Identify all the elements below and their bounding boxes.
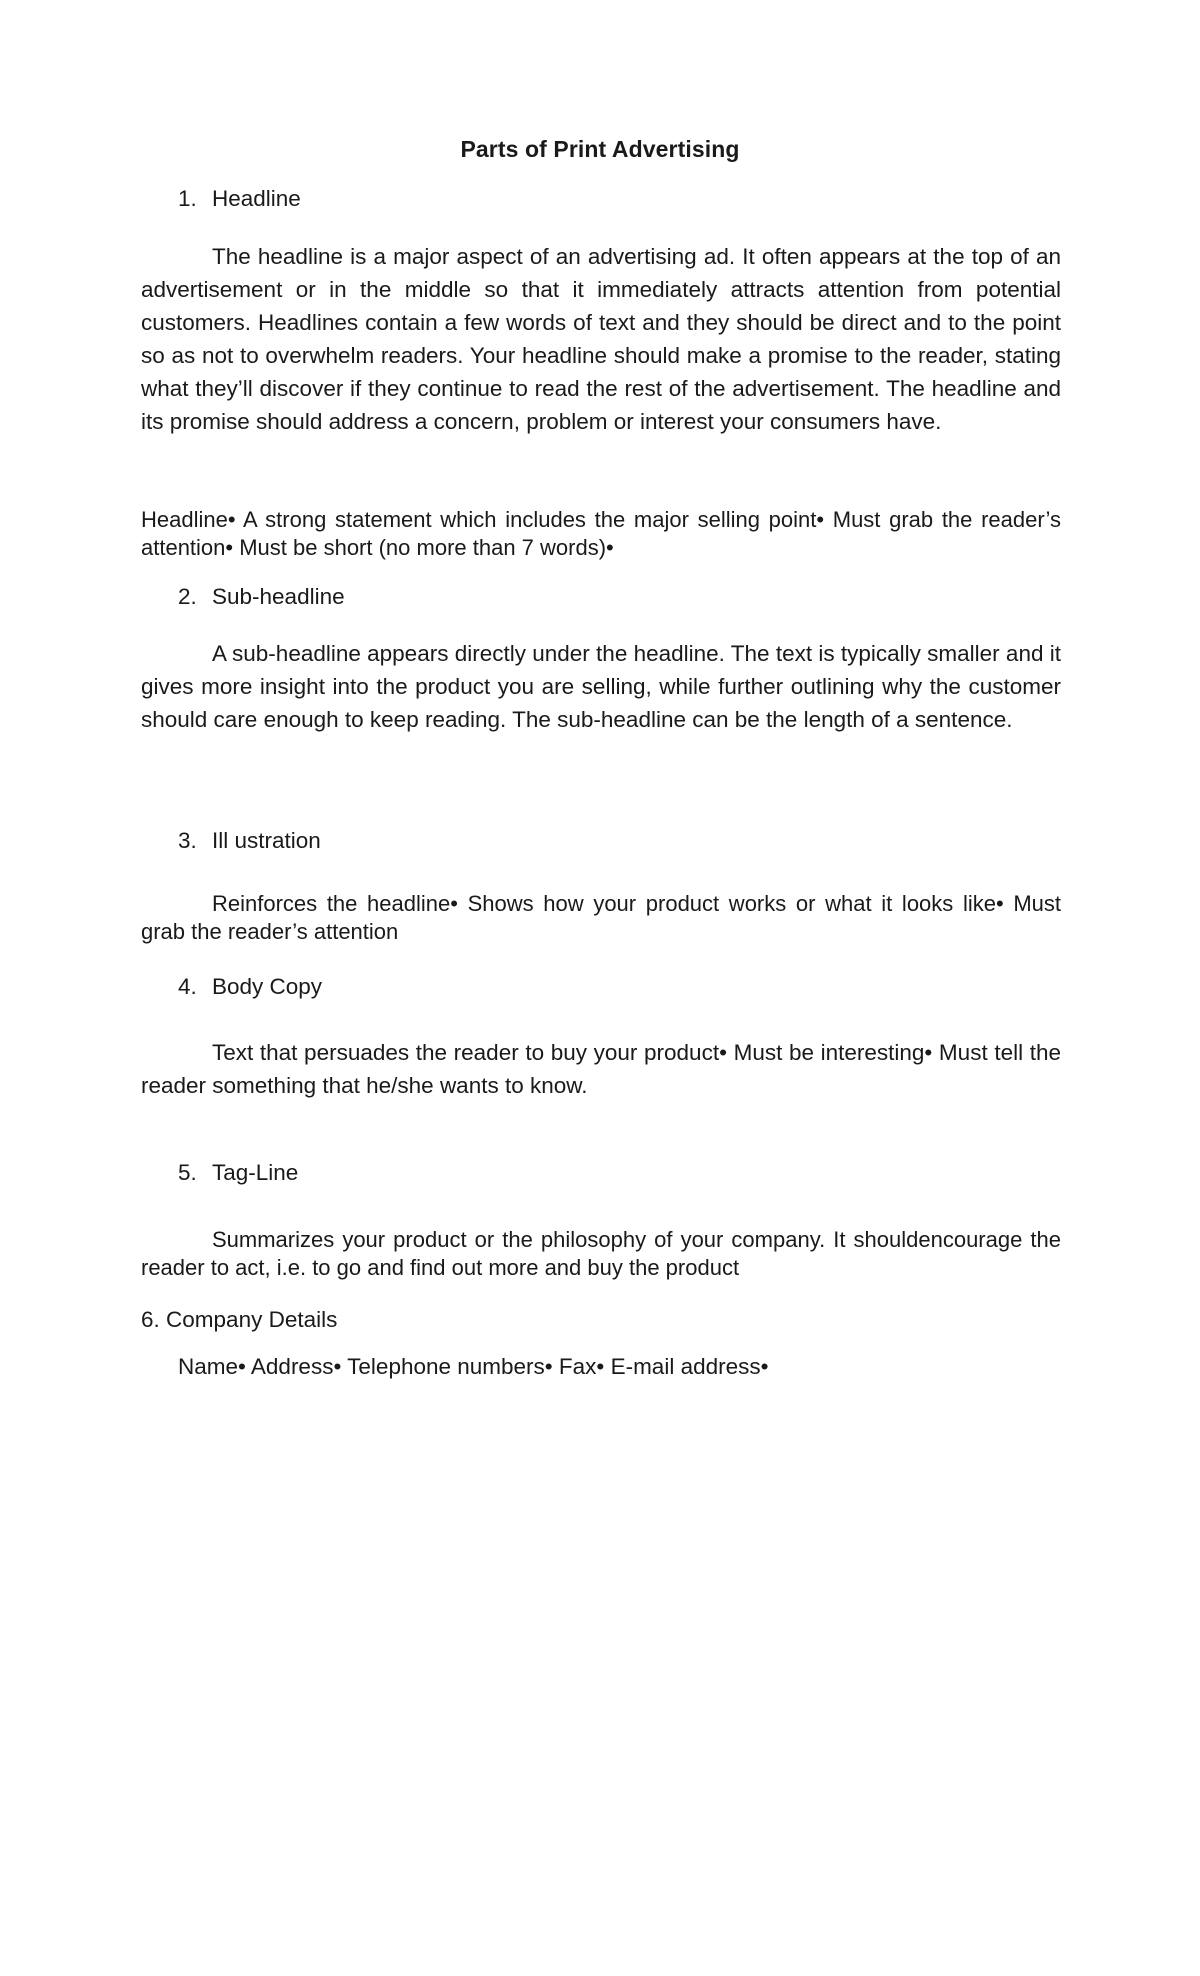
section-title: Company Details (166, 1307, 338, 1332)
section-paragraph-headline: The headline is a major aspect of an advertising ad. It often appears at the top of an advertisement or in the middle so that it immediately attracts attention from potential customers. Headlines contain a few words of text and they should be direct and to the point so as not to overwhelm readers. Your headline should make a promise to the reader, stating what they’ll discover if they continue to read the rest of the advertisement. The headline and its promise should address a concern, problem or interest your consumers have. (141, 244, 1061, 434)
section-paragraph-body-copy: Text that persuades the reader to buy your product• Must be interesting• Must tell the reader something that he/she wants to know. (141, 1040, 1061, 1098)
section-paragraph-sub-headline: A sub-headline appears directly under the headline. The text is typically smaller and it gives more insight into the product you are selling, while further outlining why the customer should care enough to keep reading. The sub-headline can be the length of a sentence. (141, 641, 1061, 732)
section-number: 5. (178, 1160, 197, 1185)
section-title: Tag-Line (212, 1160, 299, 1185)
section-heading-headline (178, 184, 301, 214)
section-paragraph-tag-line: Summarizes your product or the philosophy of your company. It shouldencourage the reader to act, i.e. to go and find out more and buy the product (141, 1227, 1061, 1280)
section-title: Ill ustration (212, 828, 321, 853)
section-paragraph-illustration: Reinforces the headline• Shows how your product works or what it looks like• Must grab the reader’s attention (141, 891, 1061, 944)
section-number: 1. (178, 186, 197, 211)
page-title: Parts of Print Advertising (460, 136, 740, 162)
section-heading-tag-line (178, 1158, 298, 1188)
headline-bullets: Headline• A strong statement which includes the major selling point• Must grab the reader’s attention• Must be short (no more than 7 words)• (141, 507, 1061, 560)
section-title: Sub-headline (212, 584, 345, 609)
section-number: 2. (178, 584, 197, 609)
section-number: 3. (178, 828, 197, 853)
section-paragraph-company-details: Name• Address• Telephone numbers• Fax• E-mail address• (178, 1354, 769, 1379)
section-title: Body Copy (212, 974, 323, 999)
section-heading-company-details (141, 1305, 337, 1335)
section-number: 4. (178, 974, 197, 999)
section-heading-body-copy (178, 972, 322, 1002)
section-heading-illustration (178, 826, 321, 856)
section-title: Headline (212, 186, 301, 211)
section-number: 6. (141, 1307, 160, 1332)
section-heading-sub-headline (178, 582, 345, 612)
